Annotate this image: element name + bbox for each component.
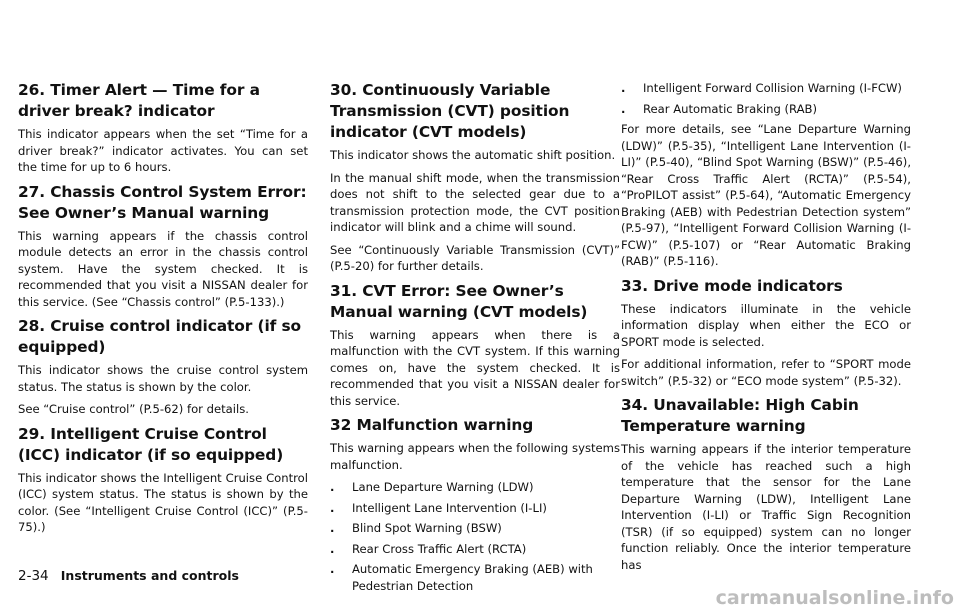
paragraph: This indicator shows the Intelligent Cruise Control (ICC) system status. The status is shown by the color. (See “Intelligent Cruise Control (ICC)” (P.5-75).) (18, 470, 308, 534)
chapter-title: Instruments and controls (60, 568, 239, 583)
section-31 (330, 281, 620, 410)
section-34 (621, 395, 911, 573)
bullet-icon: . (330, 562, 335, 576)
section-26 (18, 80, 308, 176)
column-3 (621, 80, 911, 579)
paragraph: These indicators illuminate in the vehicle information display when either the ECO or SPORT mode is selected. (621, 301, 911, 349)
list-item: . Intelligent Forward Collision Warning (I-FCW) (621, 81, 902, 95)
section-28 (18, 316, 308, 418)
section-heading: 29. Intelligent Cruise Control (ICC) indicator (if so equipped) (18, 424, 284, 464)
bullet-icon: . (330, 500, 335, 515)
section-heading: 32 Malfunction warning (330, 416, 534, 434)
section-27 (18, 182, 308, 311)
list-item: . Rear Automatic Braking (RAB) (621, 101, 818, 116)
section-32-continued (621, 80, 911, 270)
paragraph: This indicator shows the cruise control system status. The status is shown by the color. (18, 363, 308, 394)
section-heading: 33. Drive mode indicators (621, 276, 843, 295)
list-item: . Automatic Emergency Braking (AEB) with Pedestrian Detection (330, 562, 593, 593)
section-30 (330, 80, 620, 275)
column-2 (330, 80, 620, 598)
bullet-icon: . (330, 480, 335, 494)
section-heading: 28. Cruise control indicator (if so equipped) (18, 317, 302, 356)
paragraph: This warning appears if the chassis control module detects an error in the chassis control system. Have the system checked. It is recommended that you visit a NISSAN dealer for this service. (See “Chassis control” (P.5-133).) (18, 228, 308, 309)
watermark: carmanualsonline.info (715, 587, 954, 609)
section-heading: 26. Timer Alert — Time for a driver break? indicator (18, 81, 260, 120)
paragraph: In the manual shift mode, when the transmission does not shift to the selected gear due to a transmission protection mode, the CVT position indicator will blink and a chime will sound. (330, 170, 620, 234)
malfunction-list (330, 479, 620, 594)
paragraph: For additional information, refer to “SPORT mode switch” (P.5-32) or “ECO mode system” (P.5-32). (621, 357, 911, 388)
section-heading: 34. Unavailable: High Cabin Temperature warning (621, 396, 859, 435)
paragraph: See “Continuously Variable Transmission (CVT)” (P.5-20) for further details. (330, 242, 620, 273)
paragraph: This warning appears when there is a malfunction with the CVT system. If this warning comes on, have the system checked. It is recommended that you visit a NISSAN dealer for this service. (330, 327, 620, 408)
column-1 (18, 80, 308, 542)
page-footer (18, 568, 239, 585)
list-item: . Lane Departure Warning (LDW) (330, 480, 534, 494)
paragraph: See “Cruise control” (P.5-62) for details. (18, 402, 249, 416)
section-heading: 27. Chassis Control System Error: See Owner’s Manual warning (18, 182, 307, 222)
bullet-icon: . (330, 521, 335, 535)
section-29 (18, 424, 308, 536)
section-heading: 31. CVT Error: See Owner’s Manual warning (CVT models) (330, 281, 588, 321)
paragraph: This indicator shows the automatic shift position. (330, 148, 616, 162)
bullet-icon: . (621, 81, 626, 95)
bullet-icon: . (621, 101, 626, 116)
page-number: 2-34 (18, 568, 49, 584)
bullet-icon: . (330, 541, 335, 556)
list-item: . Rear Cross Traffic Alert (RCTA) (330, 541, 527, 556)
paragraph: This indicator appears when the set “Time for a driver break?” indicator activates. You can set the time for up to 6 hours. (18, 127, 308, 174)
list-item: . Blind Spot Warning (BSW) (330, 521, 502, 535)
section-32 (330, 415, 620, 594)
section-heading: 30. Continuously Variable Transmission (CVT) position indicator (CVT models) (330, 81, 570, 141)
malfunction-list-continued (621, 80, 911, 117)
paragraph: This warning appears if the interior temperature of the vehicle has reached such a high temperature that the sensor for the Lane Departure Warning (LDW), Intelligent Lane Intervention (I-LI) or Traffic Sign Recognition (TSR) (if so equipped) system can no longer function reliably. Once the interior temperature has (621, 442, 911, 572)
paragraph: For more details, see “Lane Departure Warning (LDW)” (P.5-35), “Intelligent Lane Intervention (I-LI)” (P.5-40), “Blind Spot Warning (BSW)” (P.5-46), “Rear Cross Traffic Alert (RCTA)” (P.5-54), “ProPILOT assist” (P.5-64), “Automatic Emergency Braking (AEB) with Pedestrian Detection system” (P.5-97), “Intelligent Forward Collision Warning (I-FCW)” (P.5-107) or “Rear Automatic Braking (RAB)” (P.5-116). (621, 122, 911, 268)
paragraph: This warning appears when the following systems malfunction. (330, 441, 620, 472)
section-33 (621, 276, 911, 390)
list-item: . Intelligent Lane Intervention (I-LI) (330, 500, 547, 515)
